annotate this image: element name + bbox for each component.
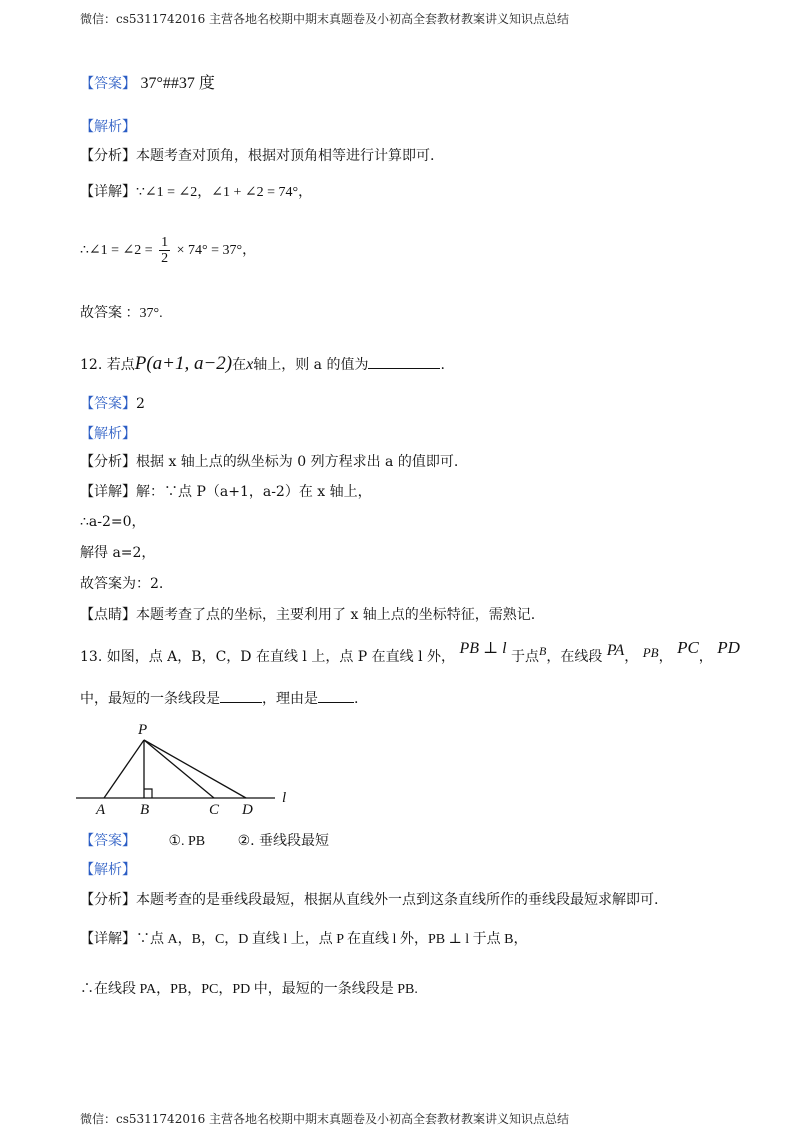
q12-stem-end: .	[440, 357, 445, 373]
q11-detail-2-post: × 74° = 37°，	[176, 243, 257, 258]
fenxi-tag: 【分析】	[80, 148, 136, 164]
q12-fenxi-line	[80, 452, 458, 472]
q11-detail-line-1	[80, 182, 312, 203]
q12-axis: x	[246, 356, 254, 373]
q13-point-b: B	[538, 644, 547, 658]
segment-pd	[144, 740, 246, 798]
answer-tag: 【答案】	[80, 833, 136, 849]
q13-stem-1-pre: 13. 如图，点 A，B，C，D 在直线 l 上，点 P 在直线 l 外，	[80, 649, 456, 665]
xiangjie-tag: 【详解】	[80, 184, 136, 200]
q13-stem-1-post: ，在线段	[546, 649, 603, 665]
q13-fenxi-line	[80, 890, 658, 910]
q12-dianjing-line	[80, 605, 535, 625]
q11-answer-line	[80, 74, 215, 94]
label-l: l	[282, 790, 287, 806]
fraction-denominator: 2	[161, 250, 169, 266]
q11-answer: 37°##37 度	[140, 75, 215, 92]
q13-stem-line-1: 13. 如图，点 A，B，C，D 在直线 l 上，点 P 在直线 l 外， PB ⊥ l 于点B，在线段 PA， PB， PC， PD	[80, 638, 740, 665]
label-d: D	[242, 802, 253, 818]
q11-fenxi-line	[80, 146, 434, 166]
q11-detail-2-pre: ∴∠1 = ∠2 =	[80, 243, 153, 258]
q12-detail-line-2	[80, 512, 146, 532]
q12-detail-line-4	[80, 574, 163, 594]
q12-detail-4: 故答案为：2.	[80, 576, 164, 592]
q11-conclusion: 故答案 ：37°.	[80, 306, 163, 321]
analysis-tag: 【解析】	[80, 426, 136, 442]
q13-stem-1-mid: 于点	[510, 649, 539, 665]
q12-dianjing: 本题考查了点的坐标，主要利用了 x 轴上点的坐标特征，需熟记.	[136, 607, 536, 623]
xiangjie-tag: 【详解】	[80, 931, 136, 947]
q11-fraction	[159, 235, 170, 266]
answer-tag: 【答案】	[80, 76, 136, 92]
q13-perp: PB ⊥ l	[459, 640, 507, 657]
fenxi-tag: 【分析】	[80, 454, 136, 470]
q13-blank-2	[318, 690, 354, 703]
label-b: B	[140, 802, 150, 818]
q12-stem-mid: 在	[232, 357, 247, 373]
label-c: C	[209, 802, 220, 818]
q11-fenxi: 本题考查对顶角，根据对顶角相等进行计算即可.	[136, 148, 435, 164]
q13-stem-2-end: .	[354, 691, 359, 707]
q13-detail-line-1	[80, 929, 527, 950]
q13-detail-1: ∵点 A，B，C，D 直线 l 上，点 P 在直线 l 外，PB ⊥ l 于点 B，	[136, 932, 528, 947]
q13-seg-pc: PC	[677, 638, 699, 657]
page-header: 微信：cs5311742016 主营各地名校期中期末真题卷及小初高全套教材教案讲义知识点总结	[80, 12, 570, 26]
q13-seg-pb: PB	[642, 645, 659, 660]
q12-point: P(a+1, a−2)	[134, 353, 233, 374]
q12-detail-line-1	[80, 482, 372, 502]
q13-answer-1: ①. PB	[168, 834, 206, 849]
q12-stem	[80, 352, 445, 377]
q11-detail-1: ∵∠1 = ∠2，∠1 + ∠2 = 74°，	[136, 185, 313, 200]
q13-seg-pd: PD	[717, 638, 740, 657]
q13-analysis-line	[80, 860, 136, 880]
label-p: P	[138, 722, 148, 738]
right-angle-mark	[144, 789, 152, 798]
fenxi-tag: 【分析】	[80, 892, 136, 908]
q12-detail-3: 解得 a=2，	[80, 545, 156, 561]
q12-fenxi: 根据 x 轴上点的纵坐标为 0 列方程求出 a 的值即可.	[136, 454, 459, 470]
q13-fenxi: 本题考查的是垂线段最短，根据从直线外一点到这条直线所作的垂线段最短求解即可.	[136, 892, 659, 908]
q13-stem-2-pre: 中，最短的一条线段是	[80, 691, 220, 707]
q12-answer: 2	[136, 396, 145, 412]
segment-pa	[104, 740, 144, 798]
q13-figure	[70, 716, 310, 820]
q12-stem-pre: 12. 若点	[80, 357, 135, 373]
q12-detail-1: 解：∵点 P（a+1，a-2）在 x 轴上，	[136, 484, 372, 500]
q12-stem-post: 轴上，则 a 的值为	[253, 357, 369, 373]
q12-answer-line	[80, 394, 145, 414]
dianjing-tag: 【点睛】	[80, 607, 136, 623]
analysis-tag: 【解析】	[80, 862, 136, 878]
q13-stem-2-mid: ，理由是	[262, 691, 318, 707]
fraction-numerator: 1	[161, 234, 169, 250]
q11-detail-line-2	[80, 232, 256, 269]
q12-answer-blank	[368, 356, 440, 369]
q13-stem-line-2	[80, 689, 358, 709]
q12-analysis-line	[80, 424, 136, 444]
q12-detail-2: ∴a-2=0，	[80, 514, 146, 530]
xiangjie-tag: 【详解】	[80, 484, 136, 500]
q12-detail-line-3	[80, 543, 155, 563]
q11-analysis-line	[80, 117, 136, 137]
q13-detail-line-2	[80, 979, 418, 1000]
q11-conclusion-line	[80, 303, 163, 324]
label-a: A	[96, 802, 106, 818]
answer-tag: 【答案】	[80, 396, 136, 412]
page-footer: 微信：cs5311742016 主营各地名校期中期末真题卷及小初高全套教材教案讲义知识点总结	[80, 1112, 570, 1126]
q13-blank-1	[220, 690, 262, 703]
q13-detail-2: ∴在线段 PA，PB，PC，PD 中，最短的一条线段是 PB.	[80, 982, 418, 997]
q13-answer-line	[80, 831, 329, 852]
q13-seg-pa: PA	[606, 642, 625, 659]
analysis-tag: 【解析】	[80, 119, 136, 135]
q13-answer-2: ②. 垂线段最短	[237, 833, 330, 849]
segment-pc	[144, 740, 214, 798]
